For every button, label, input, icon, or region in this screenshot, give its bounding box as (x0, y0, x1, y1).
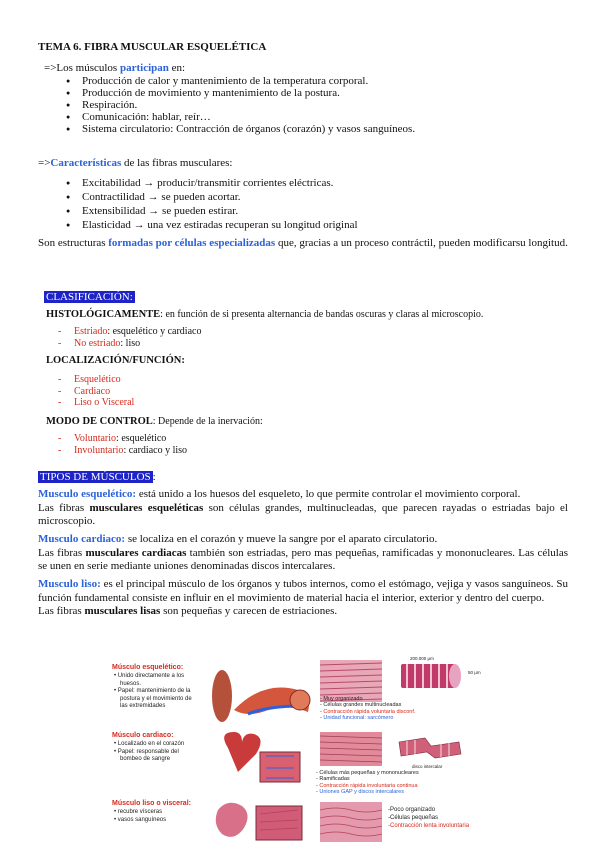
fig-note: - Células más pequeñas y mononucleares (316, 770, 419, 776)
modo-list (46, 433, 187, 456)
tipos-colon: : (152, 471, 156, 483)
fig-point-text: vasos sanguíneos (117, 816, 167, 823)
fig-point-text: las extremidades (120, 703, 166, 709)
fig-note: - Ramificadas (316, 776, 350, 783)
card2-text: también son estriadas, pero mas pequeñas, ramificadas y mononucleares. Las células se unen en serie mediante uniones denominadas discos intercalares. (38, 546, 568, 572)
fig-liso-points (114, 809, 166, 824)
fig-note-text: Ramificadas (319, 776, 350, 783)
modo-rest: : esquelético (116, 433, 167, 444)
cardiac-muscle-illustration (208, 728, 316, 794)
fig-note-text: Unidad funcional: sarcómero (323, 714, 394, 721)
loc-label: LOCALIZACIÓN/FUNCIÓN: (46, 355, 185, 366)
fig-point-text: bombeo de sangre (120, 756, 171, 762)
loc-list (46, 374, 134, 409)
smooth-muscle-illustration (208, 796, 316, 848)
card-term: Musculo cardiaco: (38, 533, 126, 545)
list-item: ● Contractilidad → se pueden acortar. (60, 190, 358, 204)
fig-point-text: Unido directamente a los (117, 673, 185, 679)
modo-text: : Depende de la inervación: (152, 416, 263, 427)
estructuras-paragraph (38, 237, 568, 251)
clasificacion-heading-text: CLASIFICACIÓN: (46, 291, 133, 303)
arm-shape (212, 670, 232, 722)
esq-text: está unido a los huesos del esqueleto, lo que permite controlar el movimiento corporal. (136, 488, 521, 500)
fig-liso-right (388, 806, 469, 830)
disc-label: disco intercalar (412, 764, 443, 769)
fig-note-text: Uniones GAP y discos intercalares (319, 788, 404, 795)
card2-prefix: Las fibras (38, 546, 86, 559)
fig-note-text: Células grandes multinucleadas (323, 702, 402, 709)
fig-point: • Papel: mantenimiento de la (114, 688, 191, 694)
branched-cells (399, 738, 461, 758)
list-item: ● Extensibilidad → se pueden estirar. (60, 204, 358, 218)
fig-point: • Unido directamente a los (114, 673, 185, 679)
fig-esq-points (114, 673, 192, 711)
intro-keyword: participan (119, 62, 169, 74)
list-item (46, 326, 201, 338)
tipos-heading (38, 471, 156, 483)
histo-list (46, 326, 201, 349)
list-item (46, 433, 187, 445)
estructuras-suffix: que, gracias a un proceso contráctil, pueden modificarsu longitud. (275, 237, 568, 249)
list-item: ● Producción de movimiento y mantenimiento de la postura. (60, 87, 415, 99)
modo-term: Involuntario (74, 444, 124, 456)
heart-shape (224, 732, 260, 772)
skeletal-muscle-illustration (208, 660, 316, 726)
modo-label: MODO DE CONTROL (46, 416, 153, 427)
cardiac-cells-drawing (395, 732, 465, 764)
liso2-text: son pequeñas y carecen de estriaciones. (160, 605, 338, 617)
fig-point-text: recubre vísceras (117, 809, 163, 815)
list-item: - Cardiaco (46, 386, 134, 398)
fig-point-text: Papel: mantenimiento de la (117, 688, 191, 694)
modo-rest: : cardiaco y liso (123, 444, 188, 456)
fig-note: - Unidad funcional: sarcómero (320, 714, 394, 721)
list-item: - Esquelético (46, 374, 134, 386)
esq-term: Musculo esquelético: (38, 488, 137, 500)
fig-note-text: Células más pequeñas y mononucleares (319, 770, 419, 776)
fig-card-title: Músculo cardiaco: (112, 732, 174, 739)
card-text: se localiza en el corazón y mueve la sangre por el aparato circulatorio. (125, 533, 438, 545)
list-item: ● Elasticidad → una vez estiradas recuperan su longitud original (60, 218, 358, 232)
histo-label: HISTOLÓGICAMENTE (46, 309, 161, 320)
list-item (46, 445, 187, 457)
fig-note: - Células grandes multinucleadas (320, 702, 402, 709)
esq2-bold: musculares esqueléticas (89, 501, 204, 514)
estructuras-prefix: Son estructuras (38, 237, 109, 249)
list-item: ● Excitabilidad → producir/transmitir corrientes eléctricas. (60, 176, 358, 190)
esq-paragraph (38, 488, 568, 529)
fig-point: • vasos sanguíneos (114, 816, 167, 823)
fig-point: • recubre vísceras (114, 809, 163, 815)
smooth-micrograph (320, 802, 382, 842)
esq2-text: son células grandes, multinucleadas, que parecen rayadas o estriadas bajo el microscopio. (38, 501, 568, 527)
fiber-cross-section (290, 690, 310, 710)
fig-point: • Localizado en el corazón (114, 741, 185, 747)
fig-point-text: huesos. (120, 680, 142, 687)
fig-note: - Muy organizado (320, 696, 363, 702)
fig-note: - Contracción rápida voluntaria disconf. (320, 708, 416, 715)
fig-note: - Contracción rápida involuntaria continua (316, 782, 418, 789)
fig-point-text: Localizado en el corazón (117, 741, 185, 747)
liso2-prefix: Las fibras (38, 605, 85, 617)
histo-text: : en función de si presenta alternancia de bandas oscuras y claras al microscopio. (160, 309, 484, 320)
liso-text: es el principal músculo de los órganos y tubos internos, como el estómago, vejiga y vasos sanguíneos. Su función fundamental consiste en influir en el movimiento de material hacia el interior, exterior y dentro del cuerpo. (38, 578, 568, 604)
list-item: - Liso o Visceral (46, 397, 134, 409)
fig-esq-right (320, 696, 415, 721)
liso-paragraph (38, 578, 568, 619)
fig-point-text: postura y el movimiento de (120, 695, 192, 702)
muscle-types-figure (110, 656, 495, 848)
liso2-bold: musculares lisas (84, 605, 161, 617)
histo-rest: : esquelético y cardiaco (107, 326, 202, 337)
esq2-prefix: Las fibras (38, 501, 90, 514)
fig-note-text: Muy organizado (323, 696, 363, 702)
fig-esq-title: Músculo esquelético: (112, 664, 184, 671)
caract-list (60, 176, 358, 232)
fig-note-text: Contracción rápida voluntaria disconf. (323, 708, 416, 715)
list-item (46, 338, 201, 350)
modo-term: Voluntario (74, 433, 117, 444)
fig-point-text: Papel: responsable del (117, 748, 179, 755)
clasificacion-heading (44, 291, 135, 303)
fig-note-text: -Poco organizado (388, 807, 436, 813)
modo-line (46, 416, 263, 427)
sarcomere-cylinder (395, 658, 465, 694)
fig-point: • Papel: responsable del (114, 748, 179, 755)
caract-keyword: Características (50, 157, 122, 169)
fig-liso-title: Músculo liso o visceral: (112, 800, 191, 807)
liso-term: Musculo liso: (38, 578, 101, 590)
stomach-shape (216, 803, 248, 837)
list-item: ● Sistema circulatorio: Contracción de órganos (corazón) y vasos sanguíneos. (60, 123, 415, 135)
histo-term: Estriado (74, 326, 108, 337)
tipos-heading-text: TIPOS DE MÚSCULOS (40, 471, 151, 483)
intro-prefix: =>Los músculos (44, 62, 120, 74)
caract-prefix: => (38, 157, 51, 169)
cylinder-end (449, 664, 461, 688)
intro-list (60, 75, 415, 135)
caracteristicas-line (38, 157, 232, 169)
fig-card-right (316, 770, 419, 795)
caract-suffix: de las fibras musculares: (121, 157, 233, 169)
fig-note: - Uniones GAP y discos intercalares (316, 788, 404, 795)
cardiac-micrograph (320, 732, 382, 766)
smooth-block (256, 806, 302, 840)
document-title: TEMA 6. FIBRA MUSCULAR ESQUELÉTICA (38, 41, 267, 53)
scale-label: 200.000 μm (410, 656, 434, 661)
card-paragraph (38, 533, 568, 574)
histo-line (46, 309, 483, 320)
list-item: ● Producción de calor y mantenimiento de la temperatura corporal. (60, 75, 415, 87)
list-item: ● Respiración. (60, 99, 415, 111)
intro-suffix: en: (168, 62, 186, 74)
scale-label: 50 μm (468, 670, 481, 675)
intro-line (44, 62, 185, 74)
histo-rest: : liso (120, 337, 141, 349)
list-item: ● Comunicación: hablar, reír… (60, 111, 415, 123)
histo-term: No estriado (74, 337, 121, 349)
fig-card-points (114, 741, 184, 764)
estructuras-keyword: formadas por células especializadas (108, 237, 276, 249)
card2-bold: musculares cardiacas (85, 546, 187, 559)
fig-note-text: Contracción rápida involuntaria continua (319, 782, 418, 789)
fig-note-text: -Contracción lenta involuntaria (388, 823, 470, 829)
fig-note-text: -Células pequeñas (388, 815, 439, 821)
